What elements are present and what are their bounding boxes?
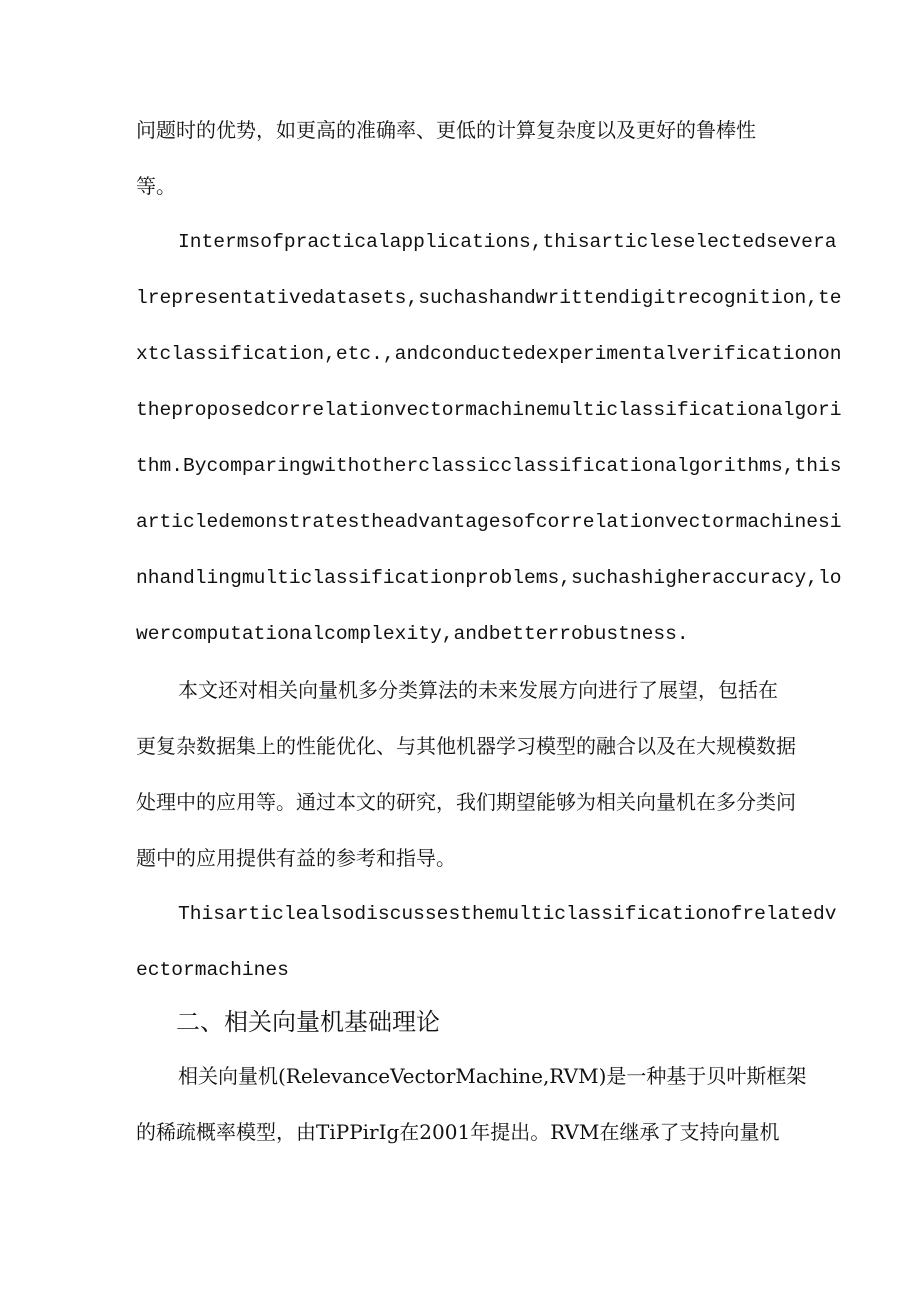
paragraph-line: ectormachines [136,959,289,981]
paragraph-line: thm.Bycomparingwithotherclassicclassificationalgorithms,this [136,455,842,477]
paragraph-line: nhandlingmulticlassificationproblems,suchashigheraccuracy,lo [136,567,842,589]
paragraph-line: 问题时的优势，如更高的准确率、更低的计算复杂度以及更好的鲁棒性 [136,118,756,142]
paragraph-line: 处理中的应用等。通过本文的研究，我们期望能够为相关向量机在多分类问 [136,790,796,814]
paragraph-line: 的稀疏概率模型，由TiPPirIg在2001年提出。RVM在继承了支持向量机 [136,1120,780,1144]
paragraph-line: 等。 [136,174,176,198]
paragraph-line: theproposedcorrelationvectormachinemulticlassificationalgori [136,399,842,421]
paragraph-line: articledemonstratestheadvantagesofcorrelationvectormachinesi [136,511,842,533]
paragraph-line: Intermsofpracticalapplications,thisarticleselectedsevera [178,231,837,253]
paragraph-line: 更复杂数据集上的性能优化、与其他机器学习模型的融合以及在大规模数据 [136,734,796,758]
paragraph-line: lrepresentativedatasets,suchashandwrittendigitrecognition,te [136,287,842,309]
paragraph-line: xtclassification,etc.,andconductedexperimentalverificationon [136,343,842,365]
paragraph-line: 本文还对相关向量机多分类算法的未来发展方向进行了展望，包括在 [178,678,778,702]
paragraph-line: 相关向量机(RelevanceVectorMachine,RVM)是一种基于贝叶斯框架 [178,1064,807,1088]
paragraph-line: 题中的应用提供有益的参考和指导。 [136,846,456,870]
paragraph-line: Thisarticlealsodiscussesthemulticlassificationofrelatedv [178,903,837,925]
paragraph-line: wercomputationalcomplexity,andbetterrobustness. [136,623,689,645]
section-heading: 二、相关向量机基础理论 [176,1008,440,1036]
